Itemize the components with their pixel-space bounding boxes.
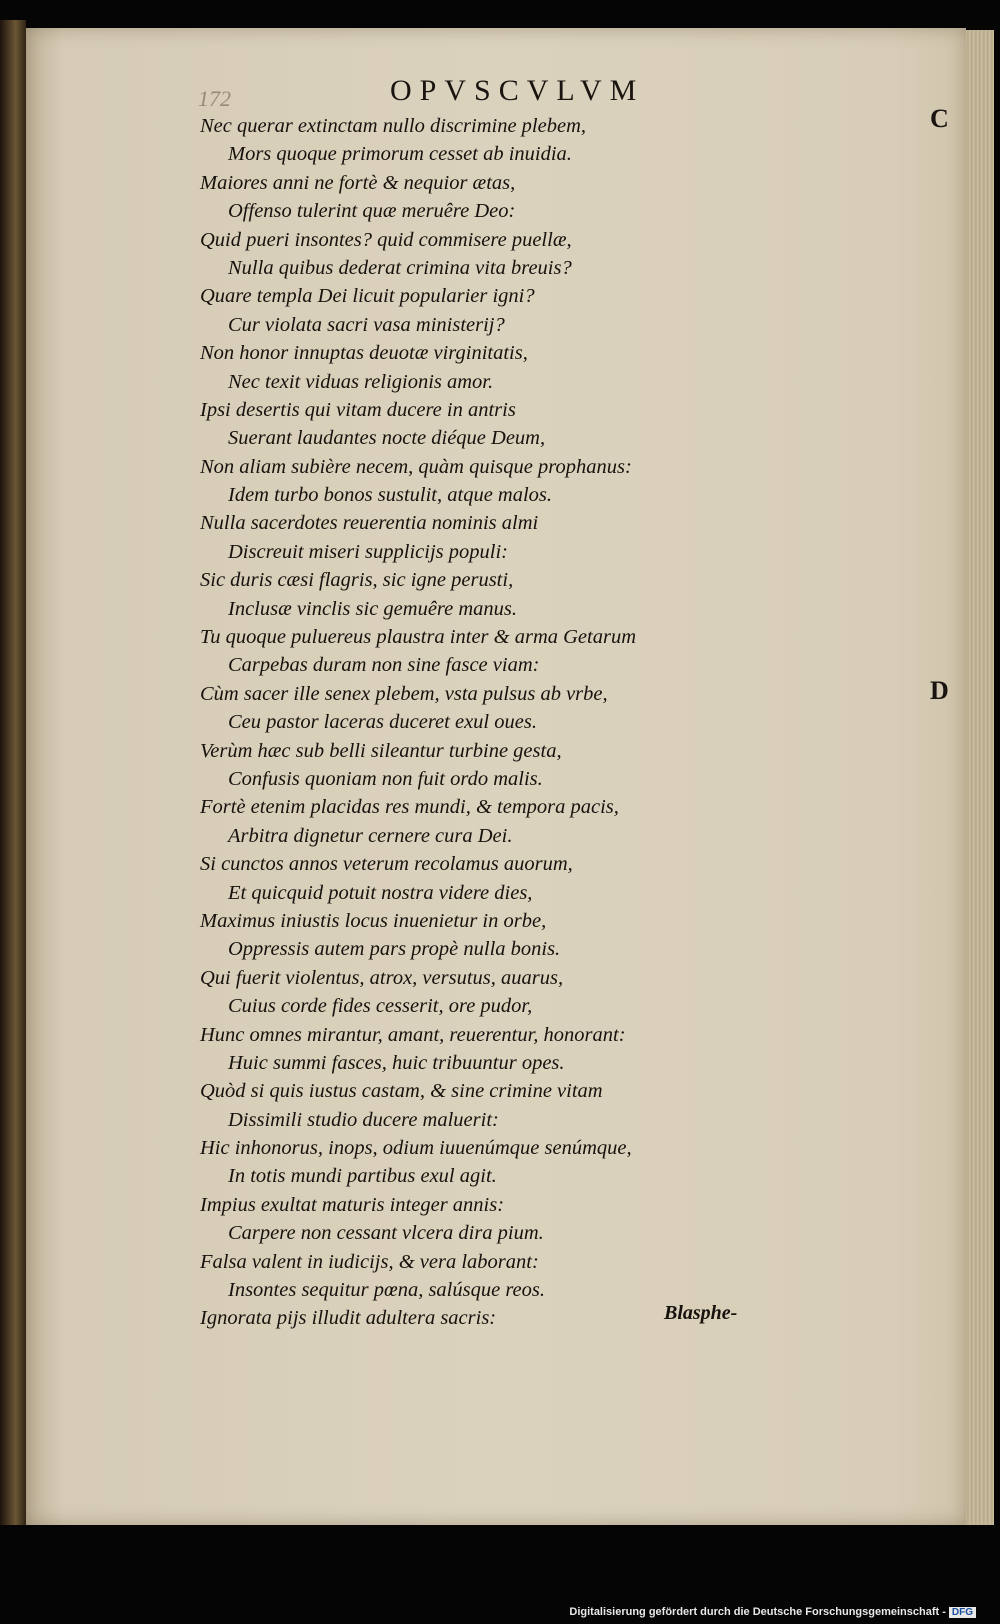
verse-line: Sic duris cæsi flagris, sic igne perusti, xyxy=(200,569,514,592)
verse-line: Cuius corde fides cesserit, ore pudor, xyxy=(228,995,533,1018)
verse-line: Nulla quibus dederat crimina vita breuis? xyxy=(228,256,572,279)
verse-line: Non aliam subière necem, quàm quisque prophanus: xyxy=(200,455,632,478)
verse-line: Tu quoque puluereus plaustra inter & arma Getarum xyxy=(200,626,637,649)
verse-line: In totis mundi partibus exul agit. xyxy=(228,1165,497,1188)
verse-line: Et quicquid potuit nostra videre dies, xyxy=(228,881,533,904)
book-spine xyxy=(0,20,26,1525)
digitization-footer xyxy=(569,1606,976,1618)
verse-line: Nec querar extinctam nullo discrimine plebem, xyxy=(200,115,586,137)
verse-line: Ignorata pijs illudit adultera sacris: xyxy=(200,1307,497,1330)
verse-line: Quare templa Dei licuit popularier igni? xyxy=(200,285,535,308)
verse-line: Hunc omnes mirantur, amant, reuerentur, honorant: xyxy=(200,1023,626,1046)
verse-line: Confusis quoniam non fuit ordo malis. xyxy=(228,767,543,790)
verse-line: Oppressis autem pars propè nulla bonis. xyxy=(228,938,561,961)
verse-line: Ipsi desertis qui vitam ducere in antris xyxy=(200,398,516,421)
verse-line: Cur violata sacri vasa ministerij? xyxy=(228,313,505,336)
poem-text xyxy=(200,112,720,1333)
verse-line: Huic summi fasces, huic tribuuntur opes. xyxy=(228,1051,565,1074)
verse-line: Nec texit viduas religionis amor. xyxy=(228,370,494,393)
verse-line: Si cunctos annos veterum recolamus auorum, xyxy=(200,853,573,876)
verse-line: Quid pueri insontes? quid commisere puellæ, xyxy=(200,228,572,251)
catchword: Blasphe- xyxy=(664,1302,738,1324)
verse-line: Cùm sacer ille senex plebem, vsta pulsus ab vrbe, xyxy=(200,682,608,705)
verse-line: Fortè etenim placidas res mundi, & tempora pacis, xyxy=(200,796,619,819)
verse-line: Falsa valent in iudicijs, & vera laborant: xyxy=(200,1250,539,1273)
verse-line: Arbitra dignetur cernere cura Dei. xyxy=(228,824,513,847)
verse-line: Maiores anni ne fortè & nequior ætas, xyxy=(200,171,516,194)
verse-line: Idem turbo bonos sustulit, atque malos. xyxy=(228,484,553,507)
verse-line: Offenso tulerint quæ meruêre Deo: xyxy=(228,200,516,223)
margin-letter-d: D xyxy=(930,676,949,705)
verse-line: Suerant laudantes nocte diéque Deum, xyxy=(228,427,546,450)
verse-line: Discreuit miseri supplicijs populi: xyxy=(228,540,508,563)
running-title: OPVSCVLVM xyxy=(390,74,645,107)
page-fore-edge xyxy=(966,30,994,1525)
verse-line: Carpere non cessant vlcera dira pium. xyxy=(228,1222,544,1245)
margin-letter-c: C xyxy=(930,104,949,133)
verse-line: Quòd si quis iustus castam, & sine crimine vitam xyxy=(200,1080,603,1103)
page-number: 172 xyxy=(198,86,231,111)
verse-line: Maximus iniustis locus inuenietur in orbe, xyxy=(200,909,547,932)
dfg-logo: DFG xyxy=(949,1607,976,1618)
verse-line: Verùm hæc sub belli sileantur turbine gesta, xyxy=(200,739,562,762)
verse-line: Insontes sequitur pœna, salúsque reos. xyxy=(228,1279,545,1302)
funding-note: Digitalisierung gefördert durch die Deutsche Forschungsgemeinschaft - xyxy=(569,1606,946,1618)
verse-line: Non honor innuptas deuotæ virginitatis, xyxy=(200,342,528,365)
verse-line: Ceu pastor laceras duceret exul oues. xyxy=(228,711,537,734)
verse-line: Hic inhonorus, inops, odium iuuenúmque senúmque, xyxy=(200,1137,632,1160)
verse-line: Qui fuerit violentus, atrox, versutus, auarus, xyxy=(200,966,564,989)
verse-line: Nulla sacerdotes reuerentia nominis almi xyxy=(200,512,539,535)
verse-line: Dissimili studio ducere maluerit: xyxy=(228,1108,499,1131)
verse-line: Carpebas duram non sine fasce viam: xyxy=(228,654,540,677)
verse-line: Mors quoque primorum cesset ab inuidia. xyxy=(228,143,572,166)
verse-line: Inclusæ vinclis sic gemuêre manus. xyxy=(228,597,518,620)
verse-line: Impius exultat maturis integer annis: xyxy=(200,1193,505,1216)
